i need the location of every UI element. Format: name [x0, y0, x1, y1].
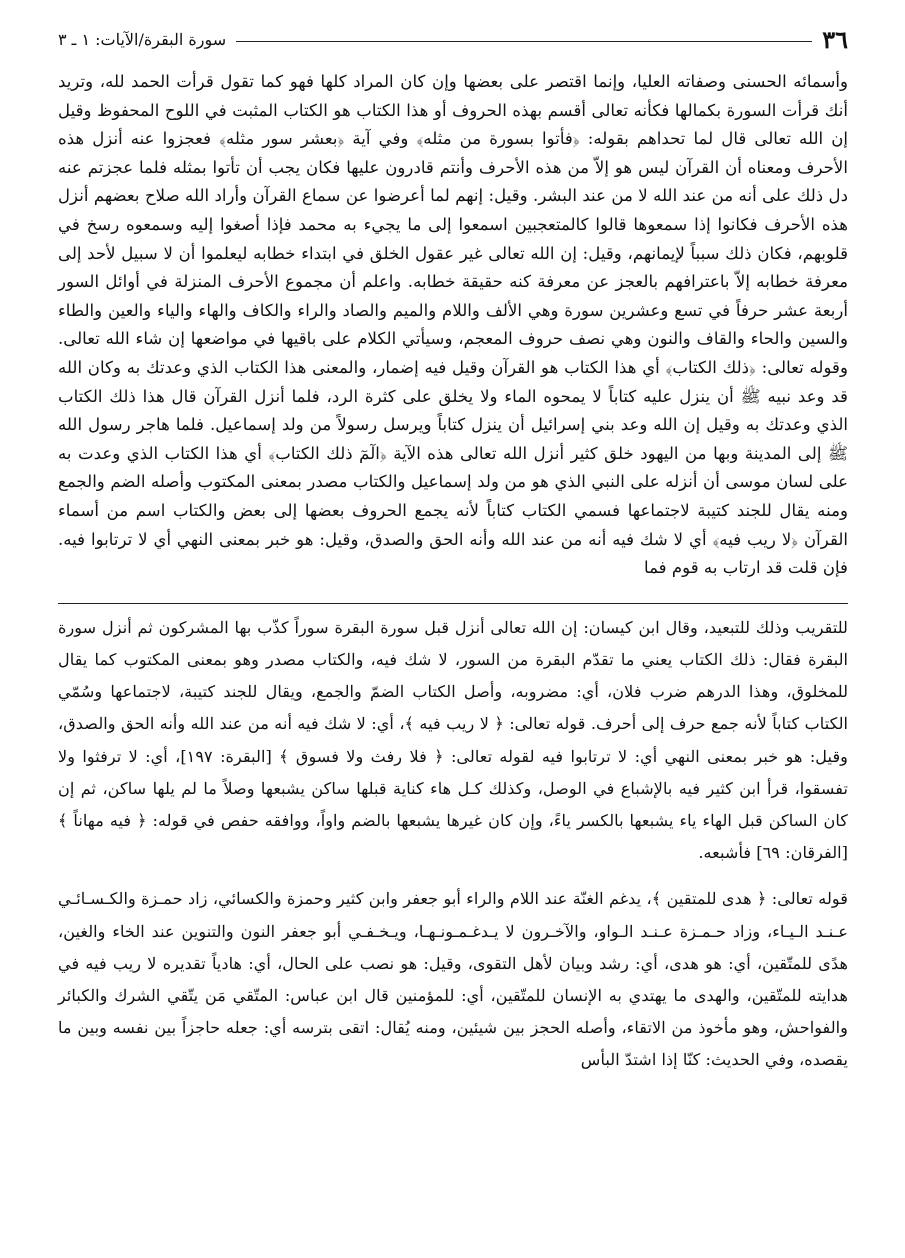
main-paragraph: وأسمائه الحسنى وصفاته العليا، وإنما اقتصر على بعضها وإن كان المراد كلها فهو كما تقول قرأت الحمد لله، وتريد أنك قرأت السورة بكمالها فكأنه تعالى أقسم بهذه الحروف أو هذا الكتاب هو الكتاب المثبت في اللوح المحفوظ وقيل إن الله تعالى قال لما تحداهم بقوله: ﴿فأتوا بسورة من مثله﴾ وفي آية ﴿بعشر سور مثله﴾ فعجزوا عنه أنزل هذه الأحرف ومعناه أن القرآن ليس هو إلاّ من هذه الأحرف وأنتم قادرون عليها فكان يجب أن تأتوا بمثله فلما عجزتم عنه دل ذلك على أنه من عند الله لا من عند البشر. وقيل: إنهم لما أعرضوا عن سماع القرآن وأراد الله صلاح بعضهم أنزل هذه الأحرف فكانوا إذا سمعوها قالوا كالمتعجبين اسمعوا إلى ما يجيء به محمد فإذا أصغوا إليه وسمعوه رسخ في قلوبهم، فكان ذلك سبباً لإيمانهم، وقيل: إن الله تعالى غير عقول الخلق في ابتداء خطابه ليعلموا أن لا سبيل لأحد إلى معرفة خطابه إلاّ باعترافهم بالعجز عن معرفة كنه حقيقة خطابه. واعلم أن مجموع الأحرف المنزلة في أوائل السور أربعة عشر حرفاً في تسع وعشرين سورة وهي الألف واللام والميم والصاد والراء والكاف والهاء والياء والعين والطاء والسين والحاء والقاف والنون وهي نصف حروف المعجم، وسيأتي الكلام على باقيها في مواضعها إن شاء الله تعالى. وقوله تعالى: ﴿ذلك الكتاب﴾ أي هذا الكتاب هو القرآن وقيل فيه إضمار، والمعنى هذا الكتاب الذي وعدتك به وكان الله قد وعد نبيه ﷺ أن ينزل عليه كتاباً لا يمحوه الماء ولا يخلق على كثرة الرد، فلما أنزل القرآن قال هذا ذلك الكتاب الذي وعدتك به وقيل إن الله وعد بني إسرائيل أن ينزل كتاباً ويرسل رسولاً من ولد إسماعيل. فلما هاجر رسول الله ﷺ إلى المدينة وبها من اليهود خلق كثير أنزل الله تعالى هذه الآية ﴿الٓمٓ ذلك الكتاب﴾ أي هذا الكتاب الذي وعدت به على لسان موسى أن أنزله على النبي الذي هو من ولد إسماعيل والكتاب مصدر بمعنى المكتوب وأصله الضم والجمع ومنه يقال للجند كتيبة لاجتماعها فسمي الكتاب كتاباً لأنه يجمع الحروف بعضها إلى بعض والكتاب اسم من أسماء القرآن ﴿لا ريب فيه﴾ أي لا شك فيه أنه من عند الله وأنه الحق والصدق، وقيل: هو خبر بمعنى النهي أي لا ترتابوا فيه. فإن قلت قد ارتاب به قوم فما — [58, 72, 848, 578]
footnote-divider — [58, 603, 848, 604]
book-page — [58, 22, 848, 1077]
footnotes — [58, 612, 848, 1077]
running-head: سورة البقرة/الآيات: ١ ـ ٣ — [58, 29, 227, 49]
page-header — [58, 22, 848, 56]
footnote-paragraph: قوله تعالى: ﴿ هدى للمتقين ﴾، يدغم الغنّة عند اللام والراء أبو جعفر وابن كثير وحمزة والكسائي، زاد حمـزة والكـسـائـي عـنـد الـيـاء، وزاد حـمـزة عـنـد الـواو، والآخـرون لا يـدغـمـونـهـا، ويـخـفـي أبو جعفر النون والتنوين عند الخاء والغين، هدًى للمتّقين، أي: هو هدى، أي: رشد وبيان لأهل التقوى، وقيل: هو نصب على الحال، أي: هادياً تقديره لا ريب فيه في هدايته للمتّقين، والهدى ما يهتدي به الإنسان للمتّقين، أي: للمؤمنين قال ابن عباس: المتّقي مَن يتّقي الشرك والكبائر والفواحش، وهو مأخوذ من الاتقاء، وأصله الحجز بين شيئين، ومنه يُقال: اتقى بترسه أي: جعله حاجزاً بين نفسه وبين ما يقصده، وفي الحديث: كنّا إذا اشتدّ البأس — [58, 889, 848, 1070]
footnote-paragraph: للتقريب وذلك للتبعيد، وقال ابن كيسان: إن الله تعالى أنزل قبل سورة البقرة سوراً كذّب بها المشركون ثم أنزل سورة البقرة فقال: ذلك الكتاب يعني ما تقدّم البقرة من السور، لا شك فيه، والكتاب مصدر وهو بمعنى المكتوب كما يقال للمخلوق، وهذا الدرهم ضرب فلان، أي: مضروبه، وأصل الكتاب الضمّ والجمع، ويقال للجند كتيبة، لاجتماعها وسُمّي الكتاب كتاباً لأنه جمع حرف إلى أحرف. قوله تعالى: ﴿ لا ريب فيه ﴾، أي: لا شك فيه أنه من عند الله وأنه الحق والصدق، وقيل: هو خبر بمعنى النهي أي: لا ترتابوا فيه لقوله تعالى: ﴿ فلا رفث ولا فسوق ﴾ [البقرة: ١٩٧]، أي: لا ترفثوا ولا تفسقوا، قرأ ابن كثير فيه بالإشباع في الوصل، وكذلك كـل هاء كناية قبلها ساكن يشبعها وصلاً ما لم يلها ساكن، ثم إن كان الساكن قبل الهاء ياء يشبعها بالكسر ياءً، وإن كان غيرها يشبعها بالضم واواً، ووافقه حفص في قوله: ﴿ فيه مهاناً ﴾ [الفرقان: ٦٩] فأشبعه. — [58, 617, 848, 863]
main-commentary — [58, 68, 848, 583]
page-number: ٣٦ — [822, 24, 848, 54]
header-rule — [236, 41, 812, 42]
